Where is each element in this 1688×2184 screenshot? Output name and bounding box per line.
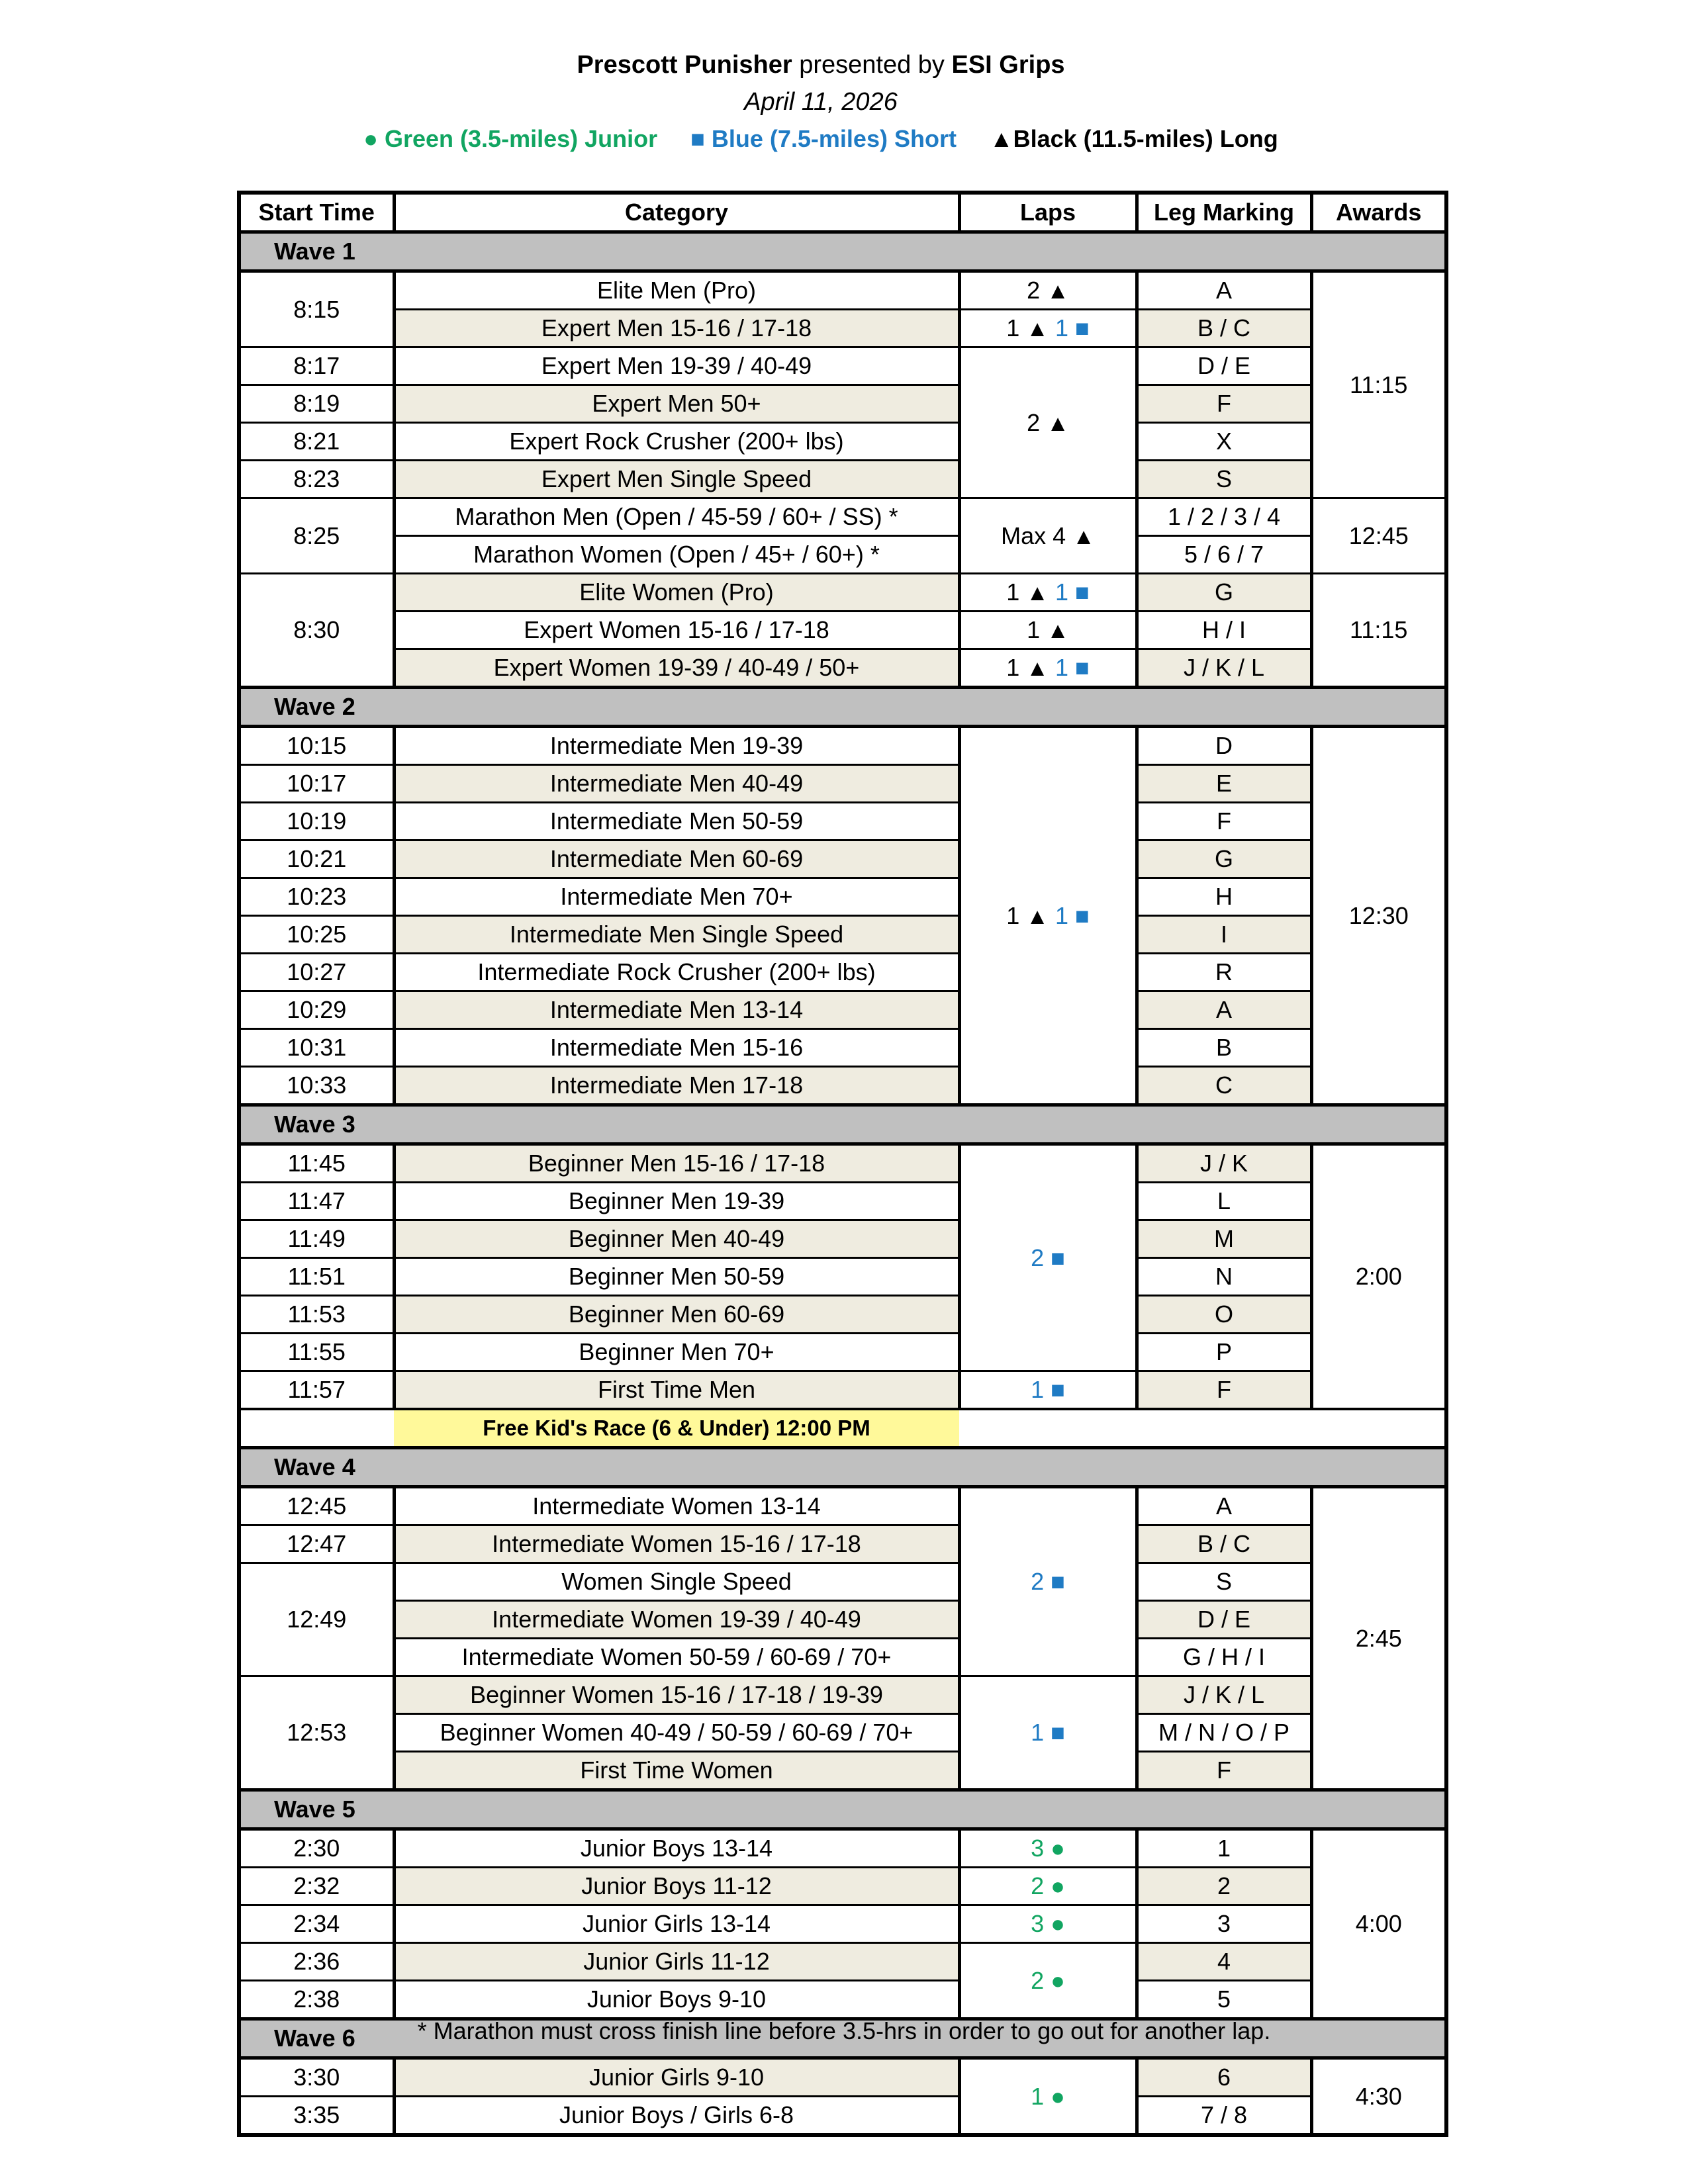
start-time: 2:32 [239,1868,394,1905]
category: Beginner Men 50-59 [394,1258,959,1296]
start-time: 2:36 [239,1943,394,1981]
laps: 1 ▲ [959,612,1137,649]
category: Expert Men 50+ [394,385,959,423]
start-time: 2:38 [239,1981,394,2019]
col-start-time: Start Time [239,193,394,232]
start-time: 10:23 [239,878,394,916]
leg-marking: L [1137,1183,1311,1220]
triangle-icon: ▲ [1026,580,1049,606]
leg-marking: D / E [1137,347,1311,385]
laps: 1 ■ [959,1676,1137,1790]
wave-header [239,1790,1446,1829]
table-row [239,1183,1446,1220]
start-time: 10:25 [239,916,394,954]
leg-marking: P [1137,1334,1311,1371]
category: First Time Women [394,1752,959,1790]
table-row [239,1943,1446,1981]
wave-label: Wave 5 [239,1790,1446,1829]
leg-marking: J / K [1137,1144,1311,1183]
table-row [239,1905,1446,1943]
category: Women Single Speed [394,1563,959,1601]
leg-marking: S [1137,1563,1311,1601]
square-icon: ■ [1075,578,1090,606]
table-row [239,1601,1446,1639]
awards-time: 12:30 [1311,727,1446,1105]
wave-label: Wave 1 [239,232,1446,271]
triangle-icon: ▲ [1026,656,1049,681]
kids-race-row [239,1409,1446,1448]
triangle-icon: ▲ [1026,903,1049,929]
start-time: 8:19 [239,385,394,423]
table-row [239,954,1446,991]
table-row [239,1258,1446,1296]
course-legend [0,120,1642,158]
leg-marking: M [1137,1220,1311,1258]
legend-blue: ■ Blue (7.5-miles) Short [690,125,957,152]
category: Junior Boys 11-12 [394,1868,959,1905]
leg-marking: I [1137,916,1311,954]
wave-label: Wave 4 [239,1448,1446,1487]
leg-marking: 6 [1137,2058,1311,2097]
leg-marking: 3 [1137,1905,1311,1943]
table-row [239,1144,1446,1183]
legend-green: ● Green (3.5-miles) Junior [363,125,658,152]
marathon-footnote: * Marathon must cross finish line before 3.5-hrs in order to go out for another lap. [417,2017,1271,2044]
wave-label: Wave 2 [239,688,1446,727]
leg-marking: 5 / 6 / 7 [1137,536,1311,574]
start-time: 11:51 [239,1258,394,1296]
circle-icon: ● [1051,2082,1065,2110]
table-row [239,649,1446,688]
triangle-icon: ▲ [1072,523,1095,549]
square-icon: ■ [1075,314,1090,341]
leg-marking: O [1137,1296,1311,1334]
table-row [239,878,1446,916]
col-leg-marking: Leg Marking [1137,193,1311,232]
title-connector: presented by [792,51,952,79]
table-row [239,1981,1446,2019]
leg-marking: C [1137,1067,1311,1105]
category: Intermediate Men 13-14 [394,991,959,1029]
category: Marathon Men (Open / 45-59 / 60+ / SS) * [394,498,959,536]
start-time: 12:49 [239,1563,394,1676]
table-row [239,1676,1446,1714]
leg-marking: 4 [1137,1943,1311,1981]
leg-marking: 2 [1137,1868,1311,1905]
leg-marking: B / C [1137,310,1311,347]
table-row [239,1868,1446,1905]
laps: 2 ● [959,1868,1137,1905]
category: Expert Men 15-16 / 17-18 [394,310,959,347]
start-time: 2:30 [239,1829,394,1868]
category: Beginner Men 60-69 [394,1296,959,1334]
leg-marking: 1 / 2 / 3 / 4 [1137,498,1311,536]
awards-time: 4:30 [1311,2058,1446,2136]
start-time: 8:25 [239,498,394,574]
table-row [239,727,1446,765]
circle-icon: ● [1051,1835,1065,1862]
category: Junior Boys 9-10 [394,1981,959,2019]
awards-time: 4:00 [1311,1829,1446,2019]
wave-header [239,1105,1446,1144]
leg-marking: F [1137,803,1311,841]
laps: 1 ▲ 1 ■ [959,574,1137,612]
leg-marking: J / K / L [1137,1676,1311,1714]
leg-marking: G / H / I [1137,1639,1311,1676]
table-row [239,461,1446,498]
square-icon: ■ [1051,1244,1065,1271]
table-row [239,612,1446,649]
start-time: 10:19 [239,803,394,841]
leg-marking: 5 [1137,1981,1311,2019]
table-row [239,1563,1446,1601]
category: Intermediate Men 40-49 [394,765,959,803]
leg-marking: B / C [1137,1525,1311,1563]
laps: 1 ■ [959,1371,1137,1410]
laps: 2 ■ [959,1487,1137,1676]
leg-marking: X [1137,423,1311,461]
laps: 1 ▲ 1 ■ [959,310,1137,347]
circle-icon: ● [1051,1966,1065,1994]
wave-label: Wave 6 [239,2019,1446,2058]
category: Beginner Women 15-16 / 17-18 / 19-39 [394,1676,959,1714]
triangle-icon: ▲ [1047,279,1069,304]
table-row [239,1029,1446,1067]
square-icon: ■ [1075,901,1090,929]
laps: 1 ● [959,2058,1137,2136]
leg-marking: E [1137,765,1311,803]
table-row [239,1487,1446,1525]
col-awards: Awards [1311,193,1446,232]
category: First Time Men [394,1371,959,1410]
laps: 2 ▲ [959,271,1137,310]
wave-header [239,232,1446,271]
start-time: 11:49 [239,1220,394,1258]
category: Beginner Men 40-49 [394,1220,959,1258]
event-date: April 11, 2026 [744,88,898,116]
category: Intermediate Women 50-59 / 60-69 / 70+ [394,1639,959,1676]
category: Expert Women 19-39 / 40-49 / 50+ [394,649,959,688]
category: Expert Women 15-16 / 17-18 [394,612,959,649]
leg-marking: R [1137,954,1311,991]
laps: 1 ▲ 1 ■ [959,727,1137,1105]
table-row [239,841,1446,878]
leg-marking: H [1137,878,1311,916]
empty-cell [959,1409,1137,1448]
empty-cell [239,1409,394,1448]
awards-time: 2:45 [1311,1487,1446,1790]
table-row [239,1220,1446,1258]
leg-marking: N [1137,1258,1311,1296]
table-row [239,991,1446,1029]
start-time: 8:17 [239,347,394,385]
square-icon: ■ [1051,1376,1065,1403]
start-time: 10:29 [239,991,394,1029]
leg-marking: S [1137,461,1311,498]
category: Marathon Women (Open / 45+ / 60+) * [394,536,959,574]
leg-marking: G [1137,574,1311,612]
circle-icon: ● [1051,1872,1065,1899]
start-time: 10:21 [239,841,394,878]
leg-marking: F [1137,1752,1311,1790]
page-title [0,46,1642,83]
leg-marking: 7 / 8 [1137,2097,1311,2136]
start-time: 8:30 [239,574,394,688]
leg-marking: F [1137,385,1311,423]
category: Junior Boys 13-14 [394,1829,959,1868]
table-row [239,385,1446,423]
start-time: 11:55 [239,1334,394,1371]
awards-time: 11:15 [1311,271,1446,498]
table-row [239,574,1446,612]
table-row [239,498,1446,536]
table-row [239,1334,1446,1371]
category: Intermediate Men 17-18 [394,1067,959,1105]
table-row [239,1752,1446,1790]
empty-cell [1311,1409,1446,1448]
schedule-table [237,191,1448,2137]
start-time: 10:31 [239,1029,394,1067]
start-time: 10:15 [239,727,394,765]
col-category: Category [394,193,959,232]
table-header-row [239,193,1446,232]
awards-time: 2:00 [1311,1144,1446,1410]
category: Intermediate Men Single Speed [394,916,959,954]
start-time: 11:57 [239,1371,394,1410]
table-row [239,1371,1446,1410]
category: Expert Men Single Speed [394,461,959,498]
triangle-icon: ▲ [1026,316,1049,341]
laps: Max 4 ▲ [959,498,1137,574]
square-icon: ■ [1051,1568,1065,1595]
start-time: 2:34 [239,1905,394,1943]
triangle-icon: ▲ [1047,618,1069,643]
category: Beginner Men 19-39 [394,1183,959,1220]
table-row [239,2058,1446,2097]
start-time: 10:17 [239,765,394,803]
col-laps: Laps [959,193,1137,232]
square-icon: ■ [1075,654,1090,681]
start-time: 3:35 [239,2097,394,2136]
leg-marking: D [1137,727,1311,765]
laps: 2 ▲ [959,347,1137,498]
category: Beginner Men 70+ [394,1334,959,1371]
table-row [239,765,1446,803]
table-row [239,423,1446,461]
wave-label: Wave 3 [239,1105,1446,1144]
leg-marking: M / N / O / P [1137,1714,1311,1752]
leg-marking: 1 [1137,1829,1311,1868]
table-row [239,536,1446,574]
start-time: 8:23 [239,461,394,498]
circle-icon: ● [1051,1910,1065,1937]
leg-marking: A [1137,271,1311,310]
category: Intermediate Women 15-16 / 17-18 [394,1525,959,1563]
leg-marking: A [1137,1487,1311,1525]
awards-time: 12:45 [1311,498,1446,574]
laps: 2 ● [959,1943,1137,2019]
laps: 3 ● [959,1905,1137,1943]
table-row [239,1296,1446,1334]
category: Intermediate Men 19-39 [394,727,959,765]
leg-marking: B [1137,1029,1311,1067]
leg-marking: F [1137,1371,1311,1410]
category: Junior Girls 13-14 [394,1905,959,1943]
category: Expert Rock Crusher (200+ lbs) [394,423,959,461]
laps: 3 ● [959,1829,1137,1868]
wave-header [239,688,1446,727]
start-time: 12:47 [239,1525,394,1563]
sponsor-name: ESI Grips [951,51,1065,79]
leg-marking: H / I [1137,612,1311,649]
page-header [0,46,1642,158]
category: Junior Boys / Girls 6-8 [394,2097,959,2136]
start-time: 3:30 [239,2058,394,2097]
start-time: 11:53 [239,1296,394,1334]
start-time: 12:45 [239,1487,394,1525]
table-row [239,2097,1446,2136]
table-row [239,347,1446,385]
start-time: 8:15 [239,271,394,347]
awards-time: 11:15 [1311,574,1446,688]
legend-black: ▲Black (11.5-miles) Long [989,125,1278,152]
event-name: Prescott Punisher [577,51,792,79]
start-time: 11:47 [239,1183,394,1220]
category: Intermediate Rock Crusher (200+ lbs) [394,954,959,991]
category: Junior Girls 9-10 [394,2058,959,2097]
empty-cell [1137,1409,1311,1448]
leg-marking: J / K / L [1137,649,1311,688]
category: Junior Girls 11-12 [394,1943,959,1981]
table-row [239,271,1446,310]
category: Expert Men 19-39 / 40-49 [394,347,959,385]
category: Intermediate Men 60-69 [394,841,959,878]
table-row [239,1714,1446,1752]
laps: 1 ▲ 1 ■ [959,649,1137,688]
category: Intermediate Men 50-59 [394,803,959,841]
category: Intermediate Men 15-16 [394,1029,959,1067]
table-row [239,916,1446,954]
category: Elite Women (Pro) [394,574,959,612]
kids-race-note: Free Kid's Race (6 & Under) 12:00 PM [394,1409,959,1448]
start-time: 11:45 [239,1144,394,1183]
square-icon: ■ [1051,1719,1065,1746]
table-row [239,310,1446,347]
category: Intermediate Women 19-39 / 40-49 [394,1601,959,1639]
leg-marking: A [1137,991,1311,1029]
category: Beginner Women 40-49 / 50-59 / 60-69 / 70+ [394,1714,959,1752]
triangle-icon: ▲ [1047,410,1069,436]
start-time: 10:27 [239,954,394,991]
category: Beginner Men 15-16 / 17-18 [394,1144,959,1183]
start-time: 8:21 [239,423,394,461]
leg-marking: G [1137,841,1311,878]
laps: 2 ■ [959,1144,1137,1371]
start-time: 12:53 [239,1676,394,1790]
category: Intermediate Men 70+ [394,878,959,916]
table-row [239,1067,1446,1105]
wave-header [239,1448,1446,1487]
table-row [239,1639,1446,1676]
leg-marking: D / E [1137,1601,1311,1639]
category: Elite Men (Pro) [394,271,959,310]
category: Intermediate Women 13-14 [394,1487,959,1525]
start-time: 10:33 [239,1067,394,1105]
table-row [239,1829,1446,1868]
table-row [239,803,1446,841]
table-row [239,1525,1446,1563]
